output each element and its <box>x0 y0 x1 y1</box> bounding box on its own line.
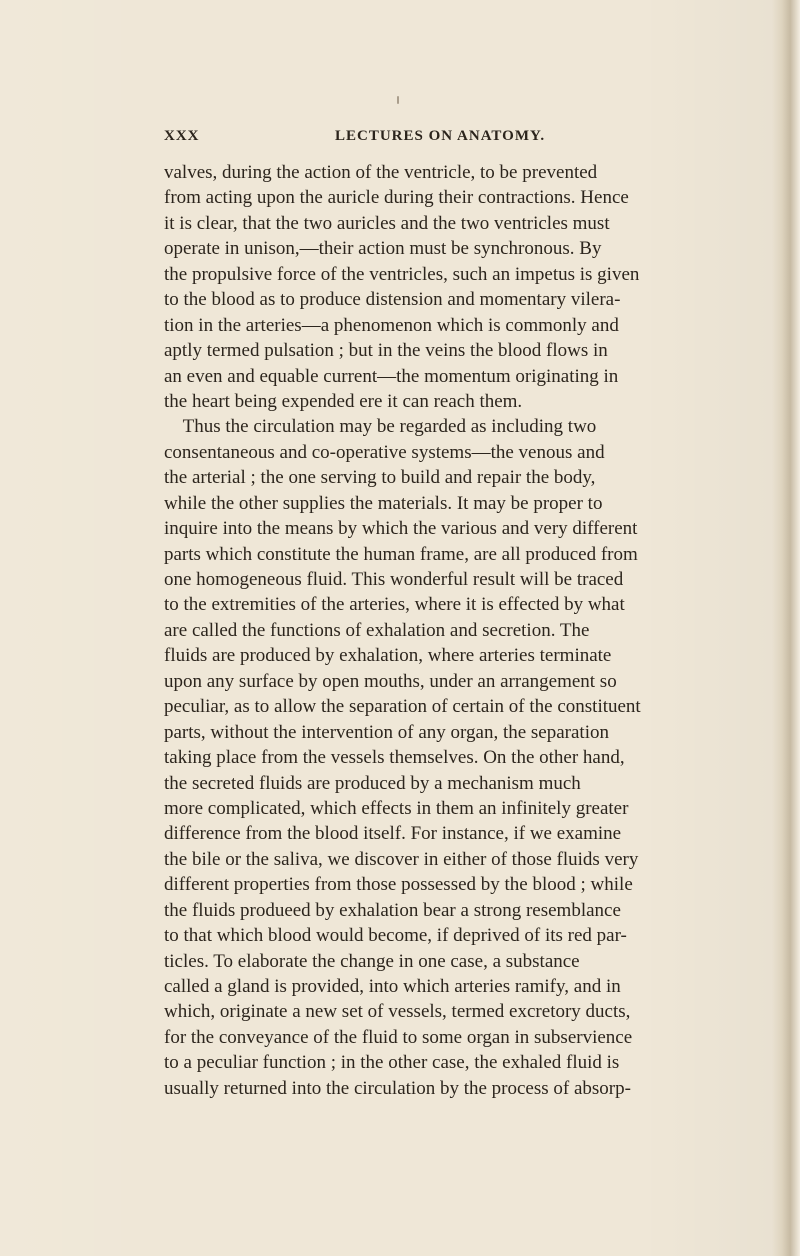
text-line: parts which constitute the human frame, are all produced from <box>164 543 638 565</box>
page-number: XXX <box>164 128 200 144</box>
page-header-title: LECTURES ON ANATOMY. <box>335 128 546 144</box>
text-line: to the extremities of the arteries, where it is effected by what <box>164 594 625 616</box>
text-line: from acting upon the auricle during their contractions. Hence <box>164 187 629 209</box>
text-line: to that which blood would become, if deprived of its red par- <box>164 925 627 947</box>
text-line: to the blood as to produce distension and momentary vilera- <box>164 289 621 311</box>
text-line: different properties from those possessed by the blood ; while <box>164 874 633 896</box>
running-header <box>164 128 724 152</box>
text-line: more complicated, which effects in them an infinitely greater <box>164 797 629 819</box>
text-line: the arterial ; the one serving to build and repair the body, <box>164 467 596 489</box>
text-line: upon any surface by open mouths, under an arrangement so <box>164 670 617 692</box>
text-line: it is clear, that the two auricles and the two ventricles must <box>164 212 610 234</box>
text-line: consentaneous and co-operative systems—the venous and <box>164 441 605 463</box>
text-line: tion in the arteries—a phenomenon which is commonly and <box>164 314 619 336</box>
top-mark <box>397 96 399 104</box>
text-line: called a gland is provided, into which arteries ramify, and in <box>164 976 621 997</box>
text-line: usually returned into the circulation by the process of absorp- <box>164 1077 631 1099</box>
text-line: inquire into the means by which the various and very different <box>164 518 638 540</box>
text-line: fluids are produced by exhalation, where arteries terminate <box>164 645 612 667</box>
text-line: which, originate a new set of vessels, termed excretory ducts, <box>164 1001 631 1023</box>
text-line: the bile or the saliva, we discover in either of those fluids very <box>164 848 639 870</box>
text-line: while the other supplies the materials. It may be proper to <box>164 492 603 514</box>
text-line: ticles. To elaborate the change in one case, a substance <box>164 950 580 972</box>
text-line: the secreted fluids are produced by a mechanism much <box>164 772 581 794</box>
text-line: to a peculiar function ; in the other case, the exhaled fluid is <box>164 1052 620 1074</box>
body-text <box>164 160 724 1200</box>
text-line: are called the functions of exhalation and secretion. The <box>164 619 590 641</box>
text-line: an even and equable current—the momentum originating in <box>164 365 619 387</box>
text-line: one homogeneous fluid. This wonderful result will be traced <box>164 569 624 590</box>
text-line: taking place from the vessels themselves. On the other hand, <box>164 747 625 769</box>
text-line: the propulsive force of the ventricles, such an impetus is given <box>164 263 640 285</box>
text-line: valves, during the action of the ventricle, to be prevented <box>164 162 598 183</box>
text-line: peculiar, as to allow the separation of certain of the constituent <box>164 696 641 718</box>
text-line: operate in unison,—their action must be synchronous. By <box>164 238 602 260</box>
page-edge-shadow <box>772 0 800 1256</box>
text-line: aptly termed pulsation ; but in the veins the blood flows in <box>164 340 608 362</box>
text-line: difference from the blood itself. For instance, if we examine <box>164 823 622 845</box>
text-line: Thus the circulation may be regarded as including two <box>164 416 597 438</box>
text-line: the heart being expended ere it can reach them. <box>164 390 523 412</box>
text-line: the fluids produeed by exhalation bear a strong resemblance <box>164 899 621 921</box>
text-line: parts, without the intervention of any organ, the separation <box>164 721 609 743</box>
text-line: for the conveyance of the fluid to some organ in subservience <box>164 1026 633 1048</box>
